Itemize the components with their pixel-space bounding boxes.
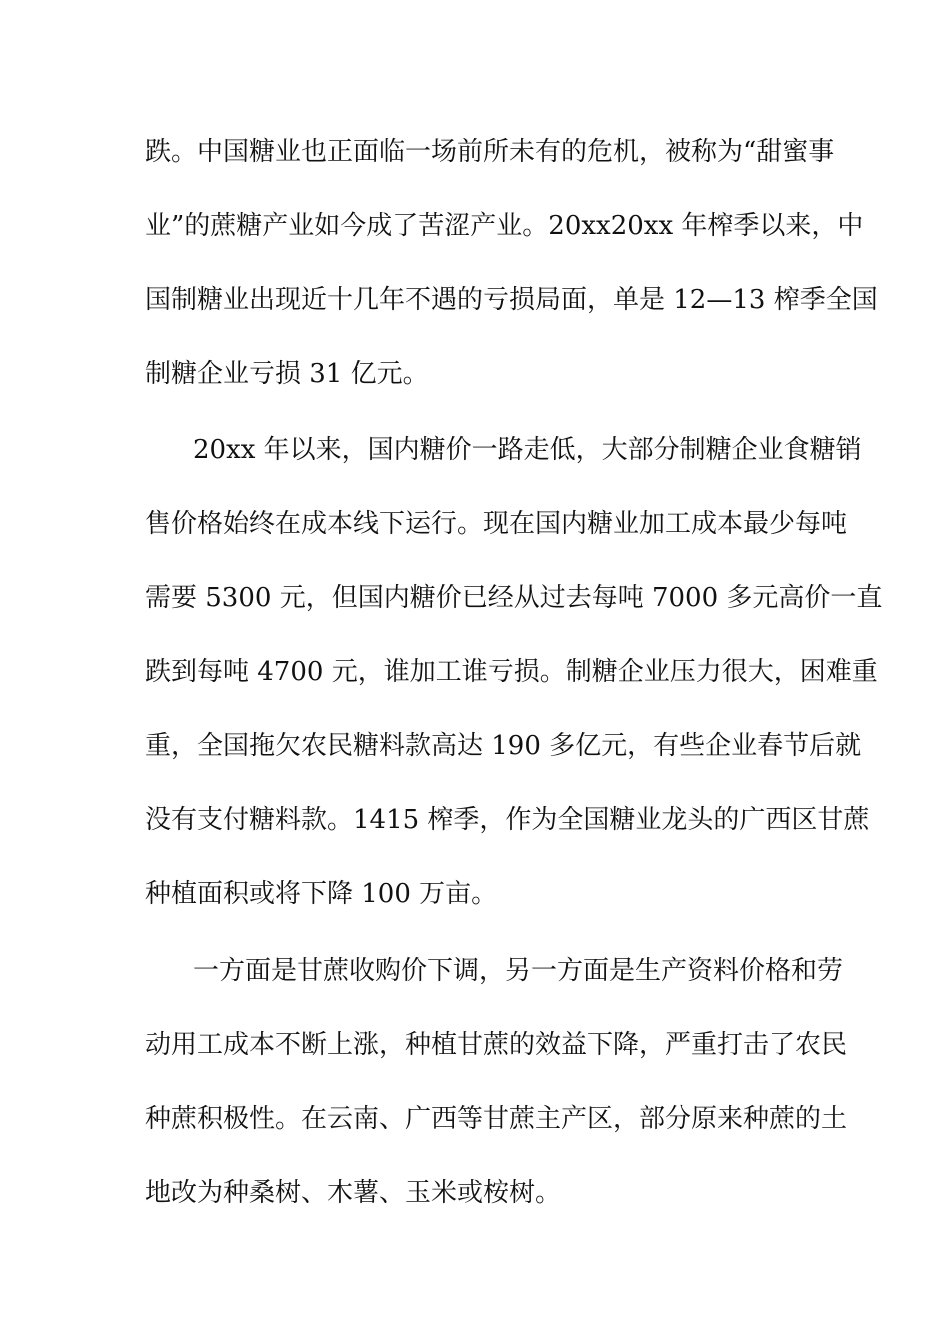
paragraph-1-line-4: 制糖企业亏损 31 亿元。 [145,359,429,389]
paragraph-3-line-3: 种蔗积极性。在云南、广西等甘蔗主产区，部分原来种蔗的土 [145,1104,848,1134]
paragraph-2-line-6: 没有支付糖料款。1415 榨季，作为全国糖业龙头的广西区甘蔗 [145,805,870,835]
paragraph-1-line-3: 国制糖业出现近十几年不遇的亏损局面，单是 12—13 榨季全国 [145,285,878,315]
paragraph-1-line-2: 业”的蔗糖产业如今成了苦涩产业。20xx20xx 年榨季以来，中 [145,211,864,241]
paragraph-2-line-5: 重，全国拖欠农民糖料款高达 190 多亿元，有些企业春节后就 [145,731,862,761]
paragraph-2-line-4: 跌到每吨 4700 元，谁加工谁亏损。制糖企业压力很大，困难重 [145,657,878,687]
paragraph-3-line-1: 一方面是甘蔗收购价下调，另一方面是生产资料价格和劳 [193,956,844,986]
paragraph-2-line-7: 种植面积或将下降 100 万亩。 [145,879,498,909]
paragraph-2-line-1: 20xx 年以来，国内糖价一路走低，大部分制糖企业食糖销 [193,435,862,465]
paragraph-2-line-2: 售价格始终在成本线下运行。现在国内糖业加工成本最少每吨 [145,509,848,539]
paragraph-1-line-1: 跌。中国糖业也正面临一场前所未有的危机，被称为“甜蜜事 [145,137,835,167]
paragraph-3-line-2: 动用工成本不断上涨，种植甘蔗的效益下降，严重打击了农民 [145,1030,848,1060]
paragraph-3-line-4: 地改为种桑树、木薯、玉米或桉树。 [145,1178,562,1208]
paragraph-2-line-3: 需要 5300 元，但国内糖价已经从过去每吨 7000 多元高价一直 [145,583,883,613]
